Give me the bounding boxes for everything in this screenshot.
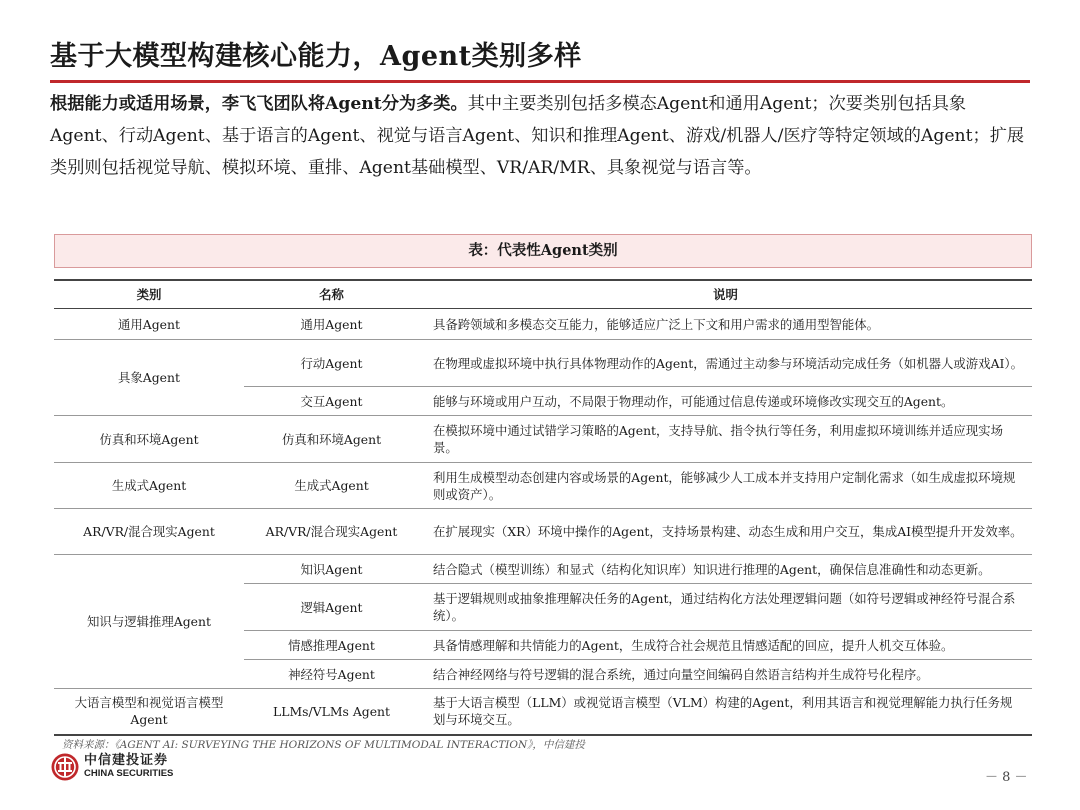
- category-cell: 生成式Agent: [54, 463, 244, 509]
- description-cell: 在模拟环境中通过试错学习策略的Agent，支持导航、指令执行等任务，利用虚拟环境训练并适应现实场景。: [419, 416, 1032, 463]
- china-securities-logo-icon: [50, 752, 80, 782]
- description-cell: 结合神经网络与符号逻辑的混合系统，通过向量空间编码自然语言结构并生成符号化程序。: [419, 660, 1032, 689]
- category-cell: 通用Agent: [54, 309, 244, 340]
- table-row: [54, 416, 1032, 463]
- name-cell: 知识Agent: [244, 555, 419, 584]
- description-cell: 结合隐式（模型训练）和显式（结构化知识库）知识进行推理的Agent，确保信息准确性和动态更新。: [419, 555, 1032, 584]
- page-number: － 8 －: [985, 770, 1028, 785]
- intro-body: 其中主要类别包括多模态Agent和通用Agent；次要类别包括具象Agent、行动Agent、基于语言的Agent、视觉与语言Agent、知识和推理Agent、游戏/机器人/医疗等特定领域的Agent；扩展类别则包括视觉导航、模拟环境、重排、Agent基础模型、VR/AR/MR、具象视觉与语言等。: [50, 94, 1025, 178]
- source-note: 资料来源：《AGENT AI: SURVEYING THE HORIZONS OF MULTIMODAL INTERACTION》，中信建投: [62, 739, 585, 751]
- company-logo: [50, 749, 173, 785]
- category-cell: 仿真和环境Agent: [54, 416, 244, 463]
- title-divider: [50, 80, 1030, 83]
- page-title: 基于大模型构建核心能力，Agent类别多样: [50, 41, 582, 72]
- table-row: [54, 509, 1032, 555]
- category-cell: 知识与逻辑推理Agent: [54, 555, 244, 689]
- table-row: [54, 689, 1032, 735]
- name-cell: 神经符号Agent: [244, 660, 419, 689]
- name-cell: 交互Agent: [244, 387, 419, 416]
- name-cell: 情感推理Agent: [244, 631, 419, 660]
- intro-paragraph: [50, 88, 1030, 184]
- table-row: [54, 463, 1032, 509]
- name-cell: 逻辑Agent: [244, 584, 419, 631]
- description-cell: 在扩展现实（XR）环境中操作的Agent，支持场景构建、动态生成和用户交互，集成AI模型提升开发效率。: [419, 509, 1032, 555]
- description-cell: 具备跨领域和多模态交互能力，能够适应广泛上下文和用户需求的通用型智能体。: [419, 309, 1032, 340]
- logo-english-name: CHINA SECURITIES: [84, 768, 174, 779]
- description-cell: 基于大语言模型（LLM）或视觉语言模型（VLM）构建的Agent，利用其语言和视觉理解能力执行任务规划与环境交互。: [419, 689, 1032, 735]
- table-row: [54, 340, 1032, 387]
- logo-chinese-name: 中信建投证券: [84, 753, 169, 768]
- agent-category-table: [54, 279, 1032, 736]
- header-name: 名称: [244, 280, 419, 309]
- header-description: 说明: [419, 280, 1032, 309]
- description-cell: 利用生成模型动态创建内容或场景的Agent，能够减少人工成本并支持用户定制化需求（如生成虚拟环境规则或资产）。: [419, 463, 1032, 509]
- category-cell: 大语言模型和视觉语言模型Agent: [54, 689, 244, 735]
- table-row: [54, 555, 1032, 584]
- name-cell: LLMs/VLMs Agent: [244, 689, 419, 735]
- intro-lead: 根据能力或适用场景，李飞飞团队将Agent分为多类。: [50, 94, 468, 114]
- name-cell: 通用Agent: [244, 309, 419, 340]
- description-cell: 在物理或虚拟环境中执行具体物理动作的Agent，需通过主动参与环境活动完成任务（如机器人或游戏AI）。: [419, 340, 1032, 387]
- name-cell: 生成式Agent: [244, 463, 419, 509]
- table-caption: 表：代表性Agent类别: [54, 234, 1032, 268]
- header-category: 类别: [54, 280, 244, 309]
- table-row: [54, 309, 1032, 340]
- name-cell: 行动Agent: [244, 340, 419, 387]
- table-header-row: [54, 280, 1032, 309]
- description-cell: 能够与环境或用户互动，不局限于物理动作，可能通过信息传递或环境修改实现交互的Agent。: [419, 387, 1032, 416]
- name-cell: 仿真和环境Agent: [244, 416, 419, 463]
- description-cell: 基于逻辑规则或抽象推理解决任务的Agent，通过结构化方法处理逻辑问题（如符号逻辑或神经符号混合系统）。: [419, 584, 1032, 631]
- category-cell: 具象Agent: [54, 340, 244, 416]
- category-cell: AR/VR/混合现实Agent: [54, 509, 244, 555]
- description-cell: 具备情感理解和共情能力的Agent，生成符合社会规范且情感适配的回应，提升人机交互体验。: [419, 631, 1032, 660]
- name-cell: AR/VR/混合现实Agent: [244, 509, 419, 555]
